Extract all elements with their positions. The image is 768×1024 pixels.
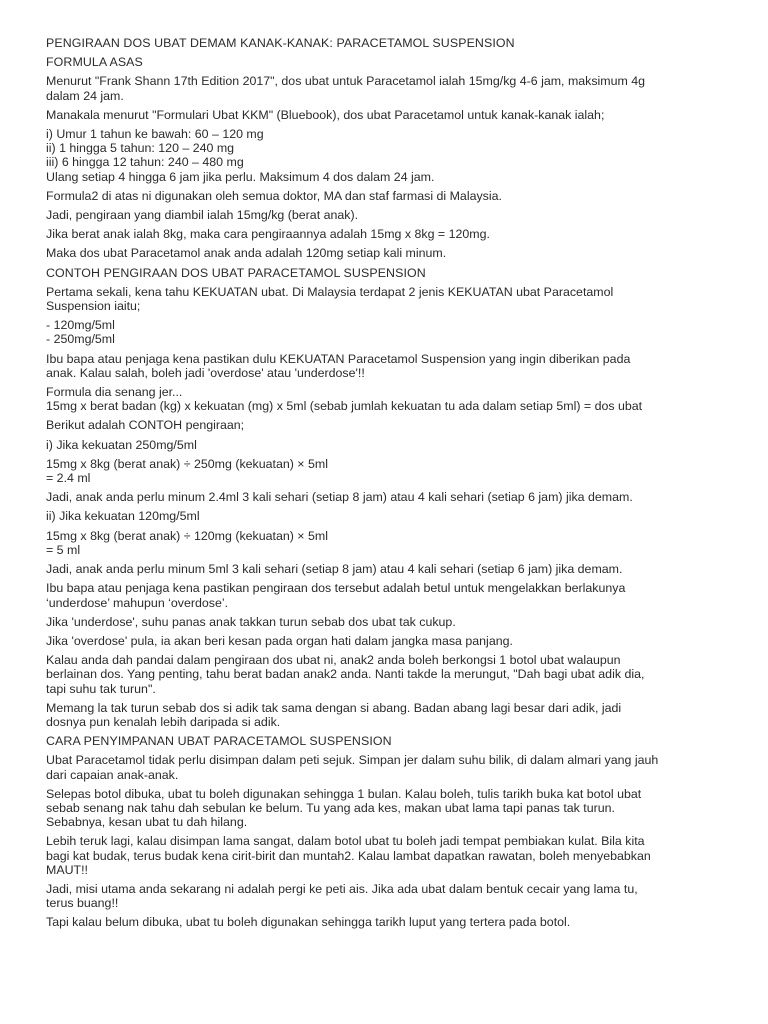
strength-list: - 120mg/5ml - 250mg/5ml	[46, 318, 115, 347]
example-2-conclusion: Jadi, anak anda perlu minum 5ml 3 kali sehari (setiap 8 jam) atau 4 kali sehari (setiap 6 jam) jika demam.	[46, 562, 623, 577]
paragraph-sibling-dose: Memang la tak turun sebab dos si adik tak sama dengan si abang. Badan abang lagi besar dari adik, jadi dosnya pun kenalah lebih daripada si adik.	[46, 700, 622, 729]
paragraph-frank-shann: Menurut "Frank Shann 17th Edition 2017", dos ubat untuk Paracetamol ialah 15mg/kg 4-6 jam, maksimum 4g dalam 24 jam.	[46, 74, 646, 103]
example-1-calculation: 15mg x 8kg (berat anak) ÷ 250mg (kekuatan) × 5ml = 2.4 ml	[46, 456, 328, 486]
paragraph-storage-room-temp: Ubat Paracetamol tidak perlu disimpan dalam peti sejuk. Simpan jer dalam suhu bilik, di dalam almari yang jauh dari capaian anak-anak.	[46, 753, 659, 782]
paragraph-check-strength: Ibu bapa atau penjaga kena pastikan dulu KEKUATAN Paracetamol Suspension yang ingin diberikan pada anak. Kalau salah, boleh jadi 'overdose' atau 'underdose'!!	[46, 351, 631, 380]
example-2-calculation: 15mg x 8kg (berat anak) ÷ 120mg (kekuatan) × 5ml = 5 ml	[46, 528, 328, 557]
paragraph-examples-intro: Berikut adalah CONTOH pengiraan;	[46, 418, 245, 433]
paragraph-dose-result: Maka dos ubat Paracetamol anak anda adalah 120mg setiap kali minum.	[46, 246, 447, 261]
paragraph-mission: Jadi, misi utama anda sekarang ni adalah pergi ke peti ais. Jika ada ubat dalam bentuk cecair yang lama tu, terus buang!!	[46, 881, 638, 911]
paragraph-share-bottle: Kalau anda dah pandai dalam pengiraan dos ubat ni, anak2 anda boleh berkongsi 1 botol ubat walaupun berlainan dos. Yang penting, tahu berat badan anak2 anda. Nanti takde la merungut, "Dah bagi ubat adik dia, tapi suhu tak turun".	[46, 653, 645, 696]
example-1-conclusion: Jadi, anak anda perlu minum 2.4ml 3 kali sehari (setiap 8 jam) atau 4 kali sehari (setiap 6 jam) jika demam.	[46, 490, 633, 505]
paragraph-after-opening: Selepas botol dibuka, ubat tu boleh digunakan sehingga 1 bulan. Kalau boleh, tulis tarikh buka kat botol ubat sebab senang nak tahu dah sebulan ke belum. Tu yang ada kes, makan ubat lama tapi panas tak turun. Sebabnya, kesan ubat tu dah hilang.	[46, 786, 642, 830]
heading-formula-asas: FORMULA ASAS	[46, 55, 143, 70]
dose-by-age-list: i) Umur 1 tahun ke bawah: 60 – 120 mg ii) 1 hingga 5 tahun: 120 – 240 mg iii) 6 hingga 12 tahun: 240 – 480 mg Ulang setiap 4 hingga 6 jam jika perlu. Maksimum 4 dos dalam 24 jam.	[46, 127, 435, 184]
paragraph-kekuatan-intro: Pertama sekali, kena tahu KEKUATAN ubat. Di Malaysia terdapat 2 jenis KEKUATAN ubat Paracetamol Suspension iaitu;	[46, 284, 614, 314]
paragraph-overdose: Jika 'overdose' pula, ia akan beri kesan pada organ hati dalam jangka masa panjang.	[46, 633, 513, 648]
paragraph-formula: Formula dia senang jer... 15mg x berat badan (kg) x kekuatan (mg) x 5ml (sebab jumlah kekuatan tu ada dalam setiap 5ml) = dos ubat	[46, 385, 643, 414]
heading-penyimpanan: CARA PENYIMPANAN UBAT PARACETAMOL SUSPENSION	[46, 734, 392, 749]
document-body	[46, 36, 736, 935]
paragraph-fungus-warning: Lebih teruk lagi, kalau disimpan lama sangat, dalam botol ubat tu boleh jadi tempat pembiakan kulat. Bila kita bagi kat budak, terus budak kena cirit-birit dan muntah2. Kalau lambat dapatkan rawatan, boleh menyebabkan MAUT!!	[46, 834, 651, 877]
document-title: PENGIRAAN DOS UBAT DEMAM KANAK-KANAK: PARACETAMOL SUSPENSION	[46, 36, 515, 50]
paragraph-avoid-dose-errors: Ibu bapa atau penjaga kena pastikan pengiraan dos tersebut adalah betul untuk mengelakkan berlakunya ‘underdose’ mahupun ‘overdose’.	[46, 581, 626, 610]
paragraph-formula-usage: Formula2 di atas ni digunakan oleh semua doktor, MA dan staf farmasi di Malaysia.	[46, 188, 502, 203]
paragraph-formulari-kkm: Manakala menurut "Formulari Ubat KKM" (Bluebook), dos ubat Paracetamol untuk kanak-kanak ialah;	[46, 107, 605, 122]
example-2-heading: ii) Jika kekuatan 120mg/5ml	[46, 509, 200, 524]
paragraph-example-8kg: Jika berat anak ialah 8kg, maka cara pengiraannya adalah 15mg x 8kg = 120mg.	[46, 227, 490, 242]
example-1-heading: i) Jika kekuatan 250mg/5ml	[46, 437, 197, 452]
paragraph-underdose: Jika 'underdose', suhu panas anak takkan turun sebab dos ubat tak cukup.	[46, 614, 456, 629]
heading-contoh-pengiraan: CONTOH PENGIRAAN DOS UBAT PARACETAMOL SUSPENSION	[46, 265, 426, 280]
paragraph-calculation-basis: Jadi, pengiraan yang diambil ialah 15mg/kg (berat anak).	[46, 208, 359, 223]
paragraph-unopened-expiry: Tapi kalau belum dibuka, ubat tu boleh digunakan sehingga tarikh luput yang tertera pada botol.	[46, 915, 571, 930]
